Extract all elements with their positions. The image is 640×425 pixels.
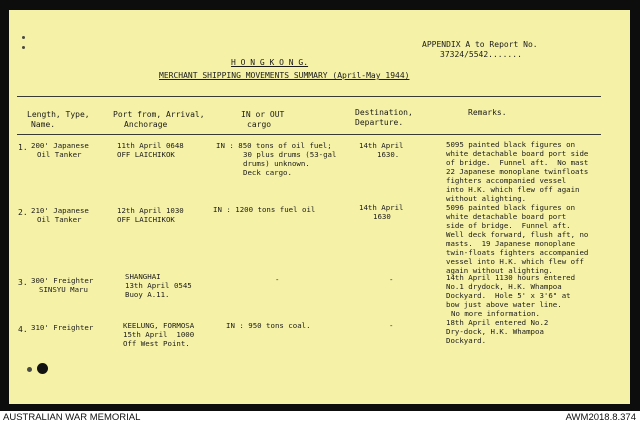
remarks-line: masts. 19 Japanese monoplane [446, 239, 576, 248]
length-type-line: 310' Freighter [31, 323, 94, 332]
row-number: 1. [18, 143, 28, 152]
remarks-line: 18th April entered No.2 [446, 318, 549, 327]
cargo-line: IN : 950 tons coal. [226, 321, 311, 330]
destination-line: 1630 [373, 212, 391, 221]
port-line: Buoy A.11. [125, 290, 170, 299]
length-type-line: SINSYU Maru [39, 285, 88, 294]
paper-speck [22, 36, 25, 39]
port-line: Off West Point. [123, 339, 190, 348]
row-number: 4. [18, 325, 28, 334]
cargo-line: Deck cargo. [243, 168, 292, 177]
remarks-line: 5096 painted black figures on [446, 203, 576, 212]
cargo-line: IN : 1200 tons fuel oil [213, 205, 316, 214]
document-subtitle: MERCHANT SHIPPING MOVEMENTS SUMMARY (April-May 1944) [159, 71, 410, 80]
length-type-line: 300' Freighter [31, 276, 94, 285]
col-head-line: Anchorage [124, 120, 168, 129]
cargo-line: drums) unknown. [243, 159, 310, 168]
remarks-line: No.1 drydock, H.K. Whampoa [446, 282, 562, 291]
port-line: 15th April 1000 [123, 330, 195, 339]
appendix-line-1: APPENDIX A to Report No. [422, 40, 538, 49]
header-rule-bottom [17, 134, 601, 135]
col-head-line: Port from, Arrival, [113, 110, 205, 119]
destination-line: 1630. [377, 150, 400, 159]
remarks-line: of bridge. Funnel aft. No mast [446, 158, 589, 167]
length-type-line: Oil Tanker [37, 215, 82, 224]
remarks-line: No more information. [451, 309, 540, 318]
port-line: OFF LAICHIKOK [117, 215, 175, 224]
col-head-line: Length, Type, [27, 110, 90, 119]
port-line: 13th April 0545 [125, 281, 192, 290]
col-head-line: Destination, [355, 108, 413, 117]
archive-caption-bar [0, 411, 640, 425]
remarks-line: 22 Japanese monoplane twinfloats [446, 167, 589, 176]
cargo-line: 30 plus drums (53-gal [243, 150, 337, 159]
archive-reference: AWM2018.8.374 [565, 412, 636, 423]
row-number: 3. [18, 278, 28, 287]
destination-line: 14th April [359, 203, 404, 212]
archive-credit: AUSTRALIAN WAR MEMORIAL [3, 412, 141, 423]
port-line: 11th April 0648 [117, 141, 184, 150]
appendix-line-2: 37324/5542....... [440, 50, 522, 59]
remarks-line: Dockyard. Hole 5' x 3'6" at [446, 291, 571, 300]
document-page [9, 10, 630, 404]
remarks-line: Dry-dock, H.K. Whampoa [446, 327, 544, 336]
length-type-line: 210' Japanese [31, 206, 89, 215]
punch-hole [37, 363, 48, 374]
remarks-line: without alighting. [446, 194, 527, 203]
remarks-line: bow just above water line. [446, 300, 562, 309]
remarks-line: fighters accompanied vessel [446, 176, 567, 185]
remarks-line: white detachable board port side [446, 149, 589, 158]
remarks-line: Well deck forward, flush aft, no [446, 230, 589, 239]
remarks-line: into H.K. which flew off again [446, 185, 580, 194]
col-head-line: Departure. [355, 118, 404, 127]
col-head-line: cargo [247, 120, 272, 129]
paper-speck [22, 46, 25, 49]
col-head-line: Name. [31, 120, 56, 129]
row-number: 2. [18, 208, 28, 217]
document-title: H O N G K O N G. [231, 58, 309, 67]
length-type-line: Oil Tanker [37, 150, 82, 159]
destination-line: - [389, 275, 394, 284]
remarks-line: vessel into H.K. which flew off [446, 257, 584, 266]
port-line: SHANGHAI [125, 272, 161, 281]
destination-line: 14th April [359, 141, 404, 150]
remarks-line: 14th April 1130 hours entered [446, 273, 576, 282]
remarks-line: side of bridge. Funnel aft. [446, 221, 571, 230]
length-type-line: 200' Japanese [31, 141, 89, 150]
cargo-line: - [275, 275, 280, 284]
remarks-line: twin-floats fighters accompanied [446, 248, 589, 257]
remarks-line: Dockyard. [446, 336, 487, 345]
port-line: OFF LAICHIKOK [117, 150, 175, 159]
header-rule-top [17, 96, 601, 97]
remarks-line: again without alighting. [446, 266, 553, 275]
port-line: 12th April 1030 [117, 206, 184, 215]
col-head-line: IN or OUT [241, 110, 285, 119]
cargo-line: IN : 850 tons of oil fuel; [216, 141, 332, 150]
destination-line: - [389, 321, 394, 330]
paper-speck [27, 367, 32, 372]
remarks-line: white detachable board port [446, 212, 567, 221]
port-line: KEELUNG, FORMOSA [123, 321, 195, 330]
remarks-line: 5095 painted black figures on [446, 140, 576, 149]
col-head-line: Remarks. [468, 108, 507, 117]
